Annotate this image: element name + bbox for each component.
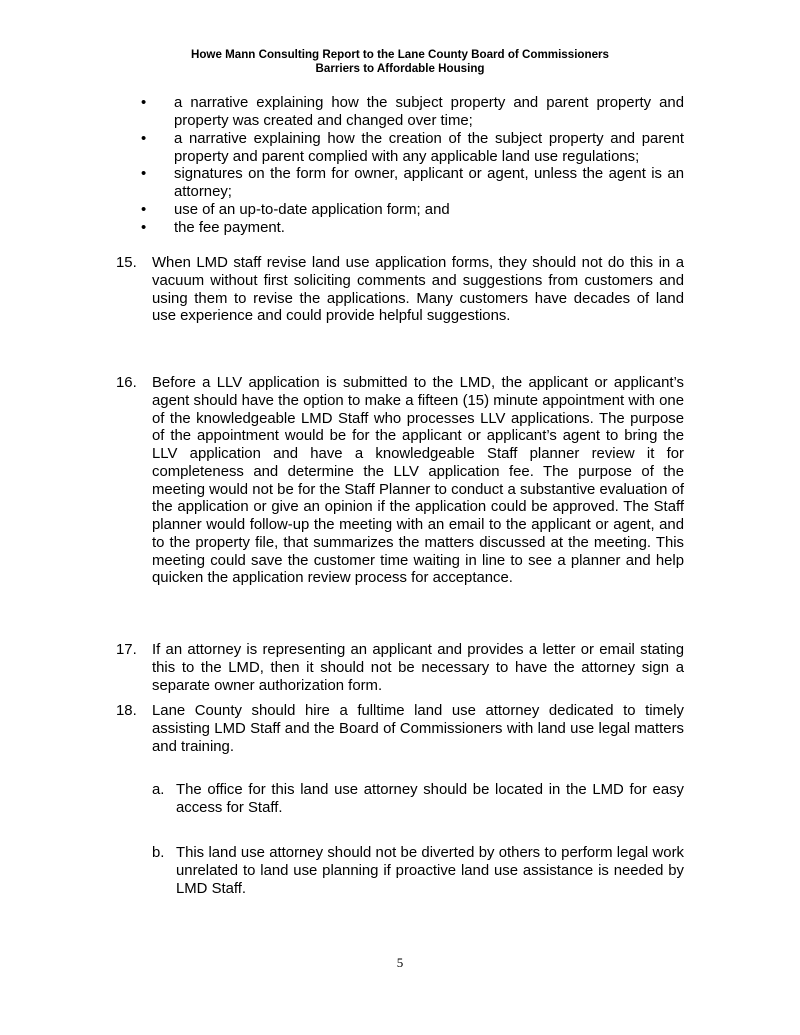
page-number: 5 [396,955,404,970]
bullet-marker: • [141,220,147,236]
numbered-item: Before a LLV application is submitted to the LMD, the applicant or applicant’s agent should have the option to make a fifteen (15) minute appointment with one of the knowledgeable LMD Staff who processes LLV applications. The purpose of the appointment would be for the applicant or applicant’s agent to bring the LLV application and have a knowledgeable Staff planner review it for completeness and determine the LLV application fee. The purpose of the meeting would not be for the Staff Planner to conduct a substantive evaluation of the application or give an opinion if the application could be approved. The Staff planner would follow-up the meeting with an email to the applicant or agent, and to the property file, that summarizes the matters discussed at the meeting. This meeting could save the customer time waiting in line to see a planner and help quicken the application review process for acceptance. [152,375,684,587]
running-header [0,48,800,75]
bullet-marker: • [141,131,147,147]
numbered-item: Lane County should hire a fulltime land use attorney dedicated to timely assisting LMD Staff and the Board of Commissioners with land use legal matters and training. [152,703,684,755]
header-title: Howe Mann Consulting Report to the Lane County Board of Commissioners [190,48,610,61]
bullet-marker: • [141,202,147,218]
numbered-item: When LMD staff revise land use application forms, they should not do this in a vacuum without first soliciting comments and suggestions from customers and using them to revise the applications. Many customers have decades of land use experience and could provide helpful suggestions. [152,255,684,325]
sub-item: This land use attorney should not be diverted by others to perform legal work unrelated to land use planning if proactive land use assistance is needed by LMD Staff. [176,845,684,897]
header-subtitle: Barriers to Affordable Housing [315,61,485,75]
item-number: 15. [116,255,137,271]
item-number: 18. [116,703,137,719]
sub-item: The office for this land use attorney should be located in the LMD for easy access for Staff. [176,782,684,816]
bullet-item: signatures on the form for owner, applicant or agent, unless the agent is an attorney; [174,166,684,200]
subitem-letter: a. [152,782,165,798]
item-number: 16. [116,375,137,391]
numbered-item: If an attorney is representing an applicant and provides a letter or email stating this to the LMD, then it should not be necessary to have the attorney sign a separate owner authorization form. [152,642,684,694]
bullet-item: a narrative explaining how the creation of the subject property and parent property and parent complied with any applicable land use regulations; [174,131,684,165]
bullet-marker: • [141,166,147,182]
bullet-item: use of an up-to-date application form; and [174,202,450,218]
bullet-item: a narrative explaining how the subject property and parent property and property was created and changed over time; [174,95,684,129]
bullet-item: the fee payment. [174,220,285,236]
item-number: 17. [116,642,137,658]
subitem-letter: b. [152,845,165,861]
bullet-marker: • [141,95,147,111]
